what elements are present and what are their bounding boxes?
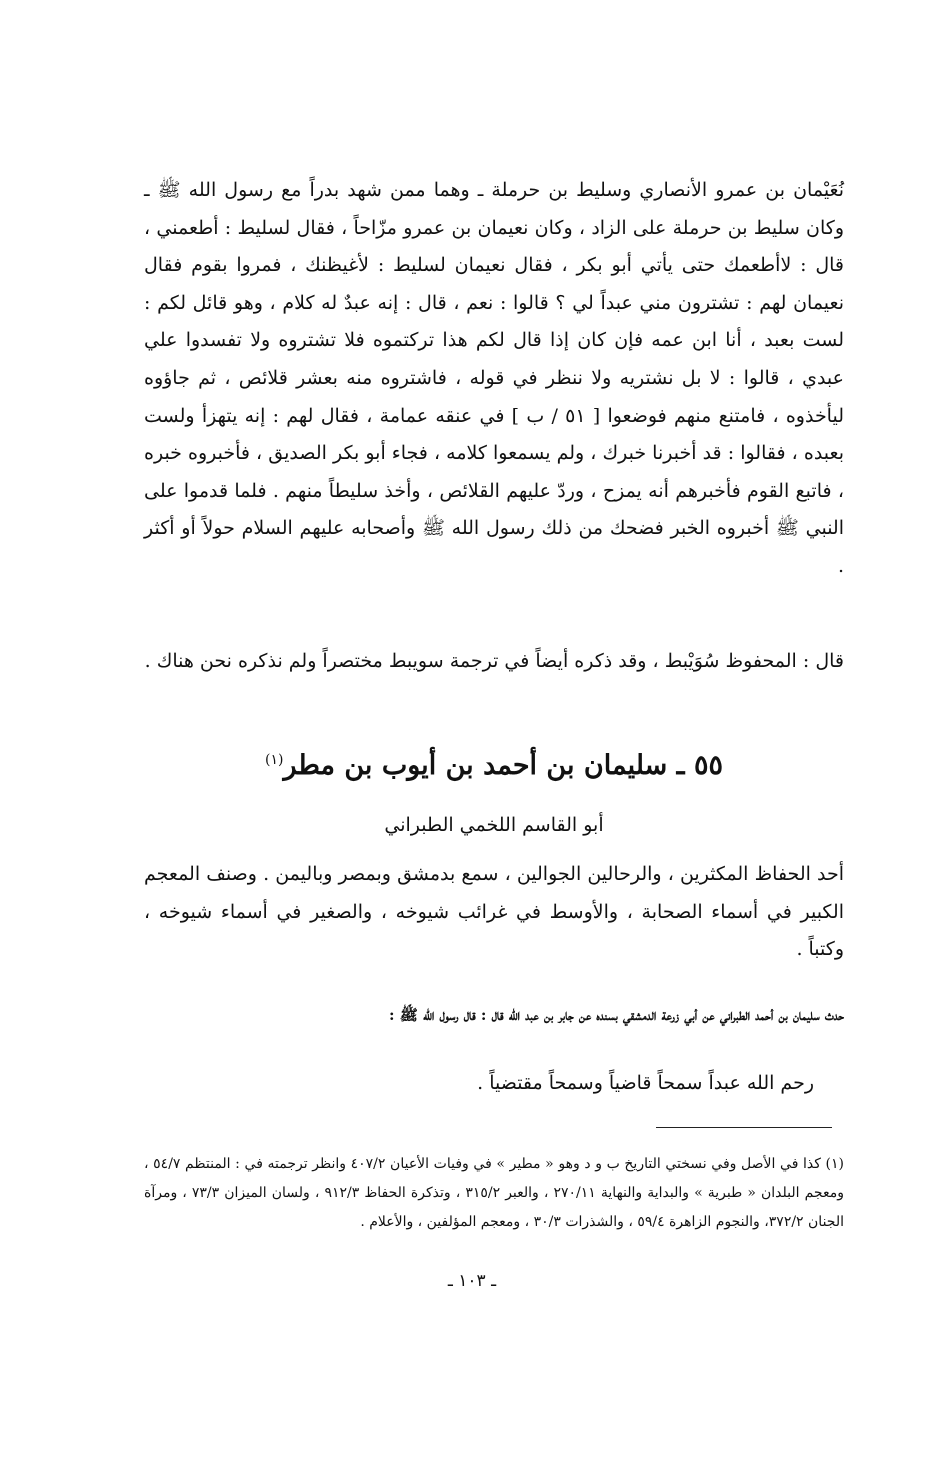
qualification-paragraph — [144, 643, 844, 680]
biography-text: أحد الحفاظ المكثرين ، والرحالين الجوالين ، سمع بدمشق وبمصر وباليمن . وصنف المعجم الكبير في أسماء الصحابة ، والأوسط في غرائب شيوخه ، والصغير في أسماء شيوخه ، وكتباً . — [144, 863, 844, 960]
hadith-isnad — [144, 1000, 844, 1030]
entry-heading — [144, 738, 844, 788]
page-number: ـ ١٠٣ ـ — [447, 1271, 497, 1291]
entry-kunya: أبو القاسم اللخمي الطبراني — [384, 814, 604, 836]
footnote-divider — [656, 1127, 832, 1128]
narrative-paragraph — [144, 172, 844, 586]
footnote-reference: (١) — [264, 752, 284, 768]
biography-paragraph — [144, 856, 844, 969]
hadith-isnad-text: حدث سليمان بن أحمد الطبراني عن أبي زرعة الدمشقي بسنده عن جابر بن عبد الله قال : قال رسول الله ﷺ : — [388, 1006, 844, 1024]
narrative-text: نُعَيْمان بن عمرو الأنصاري وسليط بن حرملة ـ وهما ممن شهد بدراً مع رسول الله ﷺ ـ وكان سليط بن حرملة على الزاد ، وكان نعيمان بن عمرو مزّاحاً ، فقال لسليط : أطعمني ، قال : لاأطعمك حتى يأتي أبو بكر ، فقال نعيمان لسليط : لأغيظنك ، فمروا بقوم فقال نعيمان لهم : تشترون مني عبداً لي ؟ قالوا : نعم ، قال : إنه عبدٌ له كلام ، وهو قائل لكم : لست بعبد ، أنا ابن عمه فإن كان إذا قال لكم هذا تركتموه فلا تشتروه ولا تفسدوا علي عبدي ، قالوا : لا بل نشتريه ولا ننظر في قوله ، فاشتروه منه بعشر قلائص ، ثم جاؤوه ليأخذوه ، فامتنع منهم فوضعوا [ ٥١ / ب ] في عنقه عمامة ، فقال لهم : إنه يتهزأ ولست بعبده ، فقالوا : قد أخبرنا خبرك ، ولم يسمعوا كلامه ، فجاء أبو بكر الصديق ، فأخبروه خبره ، فاتبع القوم فأخبرهم أنه يمزح ، وردّ عليهم القلائص ، وأخذ سليطاً منهم . فلما قدموا على النبي ﷺ أخبروه الخبر فضحك من ذلك رسول الله ﷺ وأصحابه عليهم السلام حولاً أو أكثر . — [144, 179, 844, 577]
footnote — [144, 1150, 844, 1237]
entry-heading-text: ٥٥ ـ سليمان بن أحمد بن أيوب بن مطر — [283, 750, 724, 781]
hadith-text: رحم الله عبداً سمحاً قاضياً وسمحاً مقتضياً . — [477, 1072, 814, 1094]
qualification-text: قال : المحفوظ سُوَيْبط ، وقد ذكره أيضاً في ترجمة سويبط مختصراً ولم نذكره نحن هناك . — [144, 650, 844, 672]
footnote-text: (١) كذا في الأصل وفي نسختي التاريخ ب و د وهو « مطير » في وفيات الأعيان ٤٠٧/٢ وانظر ترجمته في : المنتظم ٥٤/٧ ، ومعجم البلدان « طبرية » والبداية والنهاية ٢٧٠/١١ ، والعبر ٣١٥/٢ ، وتذكرة الحفاظ ٩١٢/٣ ، ولسان الميزان ٧٣/٣ ، ومرآة الجنان ٣٧٢/٢، والنجوم الزاهرة ٥٩/٤ ، والشذرات ٣٠/٣ ، ومعجم المؤلفين ، والأعلام . — [144, 1156, 845, 1230]
